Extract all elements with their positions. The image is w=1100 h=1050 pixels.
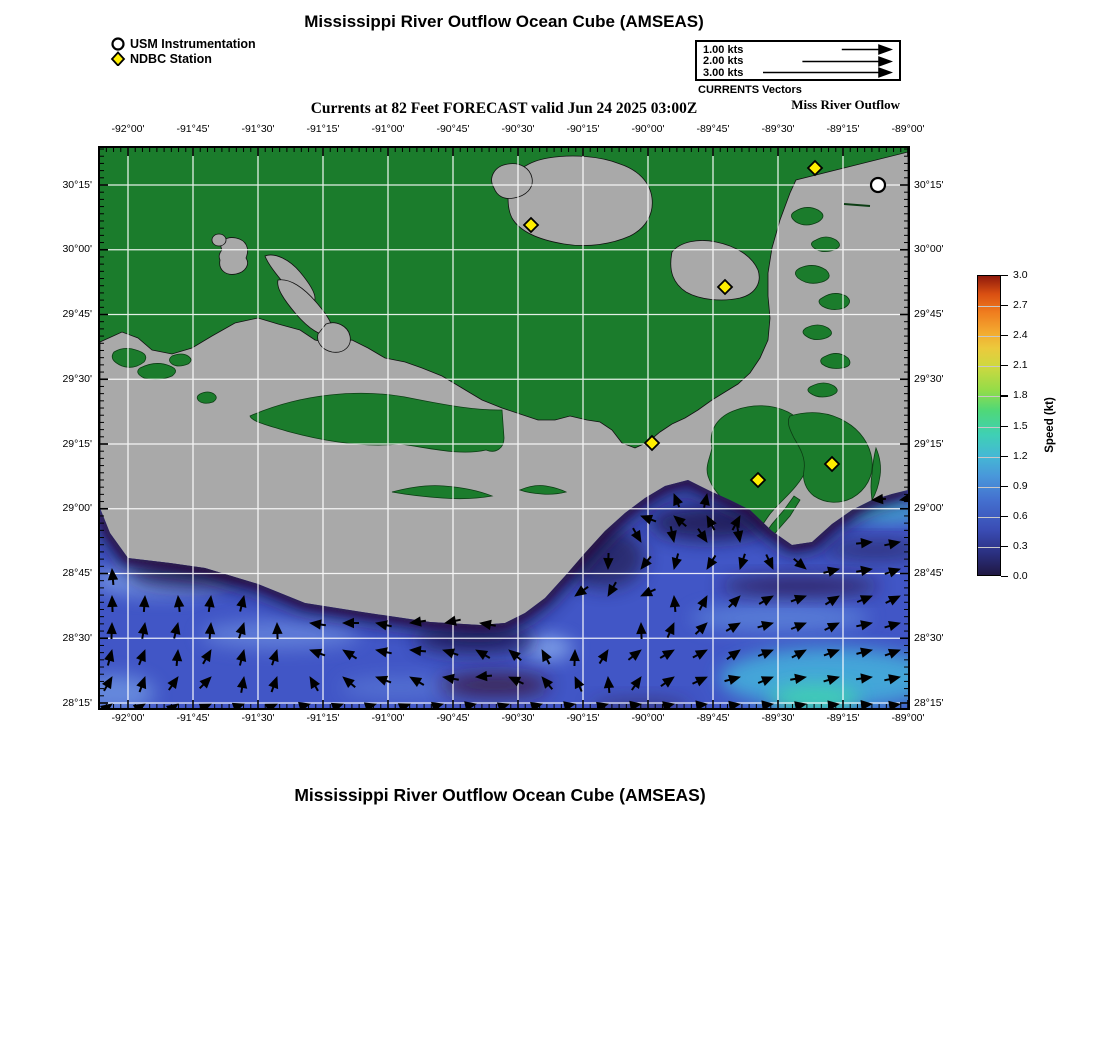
usm-circle-icon xyxy=(110,36,126,51)
bottom-title: Mississippi River Outflow Ocean Cube (AMSEAS) xyxy=(294,785,706,805)
lat-tick-label-right: 30°15' xyxy=(914,178,944,191)
lat-tick-label-right: 29°45' xyxy=(914,308,944,320)
lat-tick-label-right: 29°30' xyxy=(914,372,944,385)
colorbar-tick xyxy=(1001,365,1008,366)
vector-scale-label: 2.00 kts xyxy=(703,55,744,68)
colorbar-tick-label: 0.6 xyxy=(1013,509,1028,522)
colorbar-gridline xyxy=(978,547,1000,548)
lon-tick-label-top: -90°30' xyxy=(501,123,535,135)
region-annotation: Miss River Outflow xyxy=(791,97,900,112)
colorbar-tick xyxy=(1001,395,1008,396)
lon-tick-label-bottom: -89°15' xyxy=(826,712,860,724)
colorbar-tick xyxy=(1001,335,1008,336)
lat-tick-label-left: 28°15' xyxy=(62,696,92,709)
colorbar-gridline xyxy=(978,427,1000,428)
vector-scale-row xyxy=(703,56,893,68)
lon-tick-label-bottom: -89°30' xyxy=(761,712,795,724)
lat-tick-label-right: 28°15' xyxy=(914,696,944,709)
plot-subtitle: Currents at 82 Feet FORECAST valid Jun 24 2025 03:00Z xyxy=(310,100,698,117)
colorbar-gridline xyxy=(978,366,1000,367)
vector-scale-arrow-icon xyxy=(763,67,893,78)
lat-tick-label-right: 29°15' xyxy=(914,437,944,450)
lon-tick-label-top: -90°15' xyxy=(566,123,600,135)
lon-tick-label-top: -92°00' xyxy=(111,123,145,135)
lat-tick-label-left: 28°30' xyxy=(62,631,92,644)
colorbar-tick xyxy=(1001,546,1008,547)
lon-tick-label-bottom: -91°30' xyxy=(241,712,275,724)
lat-tick-label-right: 28°30' xyxy=(914,631,944,644)
colorbar-gridline xyxy=(978,517,1000,518)
ndbc-diamond-icon xyxy=(110,51,126,66)
colorbar-tick xyxy=(1001,486,1008,487)
colorbar-tick xyxy=(1001,305,1008,306)
lon-tick-label-bottom: -89°45' xyxy=(696,712,730,724)
colorbar xyxy=(977,275,1001,576)
colorbar-gridline xyxy=(978,306,1000,307)
lat-tick-label-left: 30°00' xyxy=(62,243,92,256)
marker-legend xyxy=(110,36,256,66)
lon-tick-label-bottom: -91°45' xyxy=(176,712,210,724)
lon-tick-label-top: -91°45' xyxy=(176,123,210,135)
colorbar-gridline xyxy=(978,336,1000,337)
lon-tick-label-bottom: -91°15' xyxy=(306,712,340,724)
currents-map xyxy=(100,148,908,708)
colorbar-gridline xyxy=(978,396,1000,397)
lat-tick-label-left: 28°45' xyxy=(62,567,92,579)
lon-tick-label-bottom: -90°30' xyxy=(501,712,535,724)
colorbar-tick-label: 2.4 xyxy=(1013,329,1028,342)
lat-tick-label-left: 29°15' xyxy=(62,437,92,450)
colorbar-tick-label: 1.5 xyxy=(1013,419,1028,432)
vector-scale-arrow-icon xyxy=(763,56,893,67)
lon-tick-label-bottom: -89°00' xyxy=(891,712,925,724)
page-title: Mississippi River Outflow Ocean Cube (AMSEAS) xyxy=(304,12,704,31)
lon-tick-label-top: -89°00' xyxy=(891,123,925,135)
legend-label-ndbc: NDBC Station xyxy=(130,51,212,66)
colorbar-tick-label: 1.2 xyxy=(1013,449,1028,462)
lon-tick-label-top: -91°15' xyxy=(306,123,340,135)
lat-tick-label-right: 28°45' xyxy=(914,567,944,579)
vector-legend-caption: CURRENTS Vectors xyxy=(698,84,802,96)
colorbar-tick xyxy=(1001,516,1008,517)
lon-tick-label-top: -89°45' xyxy=(696,123,730,135)
vector-scale-arrow-icon xyxy=(763,44,893,55)
colorbar-gridline xyxy=(978,487,1000,488)
colorbar-tick-label: 0.3 xyxy=(1013,539,1028,552)
colorbar-title: Speed (kt) xyxy=(1044,397,1056,453)
lon-tick-label-bottom: -90°00' xyxy=(631,712,665,724)
colorbar-tick-label: 2.1 xyxy=(1013,359,1028,372)
lat-tick-label-left: 30°15' xyxy=(62,178,92,191)
colorbar-tick xyxy=(1001,426,1008,427)
usm-station-marker xyxy=(871,178,885,192)
colorbar-tick-label: 3.0 xyxy=(1013,269,1028,281)
lat-tick-label-left: 29°45' xyxy=(62,308,92,320)
colorbar-tick xyxy=(1001,275,1008,276)
colorbar-tick-label: 0.0 xyxy=(1013,570,1028,582)
legend-row-usm xyxy=(110,36,256,51)
lon-tick-label-bottom: -90°15' xyxy=(566,712,600,724)
legend-row-ndbc xyxy=(110,51,256,66)
colorbar-tick-label: 2.7 xyxy=(1013,299,1028,312)
lat-tick-label-right: 29°00' xyxy=(914,502,944,515)
colorbar-tick-label: 1.8 xyxy=(1013,389,1028,402)
lon-tick-label-bottom: -90°45' xyxy=(436,712,470,724)
vector-scale-row xyxy=(703,67,893,79)
colorbar-tick xyxy=(1001,576,1008,577)
legend-label-usm: USM Instrumentation xyxy=(130,36,256,51)
vector-scale-row xyxy=(703,44,893,56)
colorbar-tick xyxy=(1001,456,1008,457)
vector-scale-label: 1.00 kts xyxy=(703,43,744,56)
lon-tick-label-bottom: -91°00' xyxy=(371,712,405,724)
lon-tick-label-top: -89°30' xyxy=(761,123,795,135)
lat-tick-label-right: 30°00' xyxy=(914,243,944,256)
colorbar-gridline xyxy=(978,457,1000,458)
colorbar-tick-label: 0.9 xyxy=(1013,479,1028,492)
lon-tick-label-top: -89°15' xyxy=(826,123,860,135)
lat-tick-label-left: 29°00' xyxy=(62,502,92,515)
lon-tick-label-top: -91°00' xyxy=(371,123,405,135)
lon-tick-label-top: -90°45' xyxy=(436,123,470,135)
lon-tick-label-top: -90°00' xyxy=(631,123,665,135)
vector-scale-label: 3.00 kts xyxy=(703,66,744,79)
vector-scale-legend xyxy=(695,40,901,81)
lon-tick-label-bottom: -92°00' xyxy=(111,712,145,724)
lon-tick-label-top: -91°30' xyxy=(241,123,275,135)
map-plot-area xyxy=(98,146,910,710)
lat-tick-label-left: 29°30' xyxy=(62,372,92,385)
